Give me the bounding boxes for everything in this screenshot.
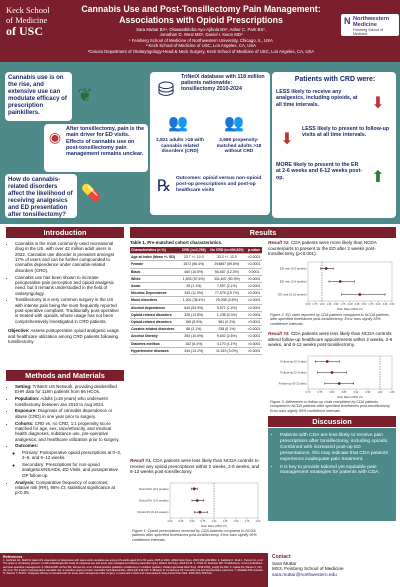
y-category-label: ED visit (2-6 weeks)	[279, 279, 307, 284]
table-cell: 33.2 +/- 12.0	[208, 254, 246, 261]
patient-group-icon-control: 👥	[224, 115, 244, 132]
northwestern-n-icon: N	[344, 16, 351, 26]
point-estimate	[358, 293, 361, 296]
table-row	[130, 283, 262, 290]
northwestern-logo	[341, 14, 399, 36]
table-cell: 77,575 (15.7%)	[208, 290, 246, 297]
table-cell: <0.0001	[247, 255, 261, 260]
cohort-table	[130, 247, 262, 355]
y-category-label: ED visit (6-12 weeks)	[278, 292, 307, 297]
table-cell: Opioid-related disorders	[130, 319, 180, 326]
result-3-label: Result #3.	[268, 331, 290, 336]
affiliation-3: ³Caruso Department of Otolaryngology-Head & Neck Surgery, Keck School of Medicine of USC, Los Angeles, CA, USA	[87, 48, 315, 54]
table-cell: 7,597 (2.1%)	[208, 283, 246, 290]
abstract-text-question: How do cannabis-related disorders affect the likelihood of receiving analgesics and ED presentation after tonsillectomy?	[8, 176, 73, 218]
methods-item-label: Cohorts:	[15, 420, 34, 426]
figure-1-caption: Figure 1. Opioid prescriptions received by CDA patients compared to NCDA patients after specified timeframes post-tonsillectomy. Error bars signify 95% confidence intervals.	[132, 529, 257, 542]
table-cell: 333 (11.9%)	[180, 290, 208, 297]
abstract-findings-title: Patients with CRD were:	[294, 76, 376, 83]
x-tick-label: 0.00	[167, 520, 173, 524]
contact-block	[268, 553, 400, 587]
table-cell: <0.0001	[247, 312, 261, 317]
intro-bullet: • Tonsillectomy is a very common surgery in the US with intense pain being the most frequently reported post-operative complaint. Traditionally post-operative is treated with opioids, whose usage has not been comprehensively investigated in CRD patients.	[15, 297, 122, 324]
abstract-text-trinetx: TriNetX database with 118 million patients nationwide: tonsillectomy 2010-2024	[181, 74, 265, 93]
table-cell: 1,001 (38.4%)	[180, 297, 208, 304]
table-cell: 88 (3.1%)	[180, 326, 208, 333]
result-1-text: CDA patients were less likely than NCDA controls to receive any opioid prescriptions within 2 weeks, 2-6 weeks, and 6-12 weeks post-tonsillectomy.	[130, 458, 260, 474]
intro-bullet: • Cannabis is the most commonly used recreational drug in the US, with over 42 million adult users in 2022. Cannabis use disorder is prevalent amongst 17% of users and can be further compounded to cannabis dependence under cannabis-related disorders (CRD).	[15, 241, 122, 273]
figure-1-forest-plot	[130, 480, 262, 528]
x-tick-label: 2.25	[354, 303, 360, 307]
contact-heading: Contact	[272, 554, 291, 560]
table-cell: Nicotine Dependence	[130, 290, 180, 297]
x-tick-label: 2.50	[361, 303, 367, 307]
table-cell: White	[130, 275, 180, 282]
x-tick-label: 0.85	[341, 391, 347, 395]
patient-group-icon-crd: 👥	[168, 115, 188, 132]
methods-item	[15, 443, 122, 478]
x-tick-label: 0.50	[189, 520, 195, 524]
table-cell: 23.7 +/- 10.0	[180, 254, 208, 261]
table-cell: 460 (16.5%)	[180, 268, 208, 275]
point-estimate	[199, 511, 202, 514]
table-cell: 1572 (56.4%)	[180, 261, 208, 268]
logo-line: of USC	[6, 24, 44, 38]
table-cell: 28 (1.1%)	[180, 283, 208, 290]
title-line-1: Cannabis Use and Post-Tonsillectomy Pain Management:	[81, 4, 321, 14]
table-row	[130, 275, 262, 282]
discussion-bullet: • Patients with CDA are less likely to receive pain prescriptions after tonsillectomy, including opioids. Combined with increased post-op ED presentations, this may indicate that CDA patients experience inadequate pain treatment.	[280, 433, 391, 463]
x-tick-label: 1.50	[233, 520, 239, 524]
table-cell: <0.0001	[247, 284, 261, 289]
x-axis-label: Risk Ratio (95% CI)	[337, 395, 363, 399]
methods-body	[8, 384, 122, 497]
affiliation-1: ¹ Feinberg School of Medicine of Northwestern University, Chicago, IL, USA	[129, 37, 273, 43]
figure-2-forest-plot	[268, 259, 396, 311]
logo-line: Keck School	[6, 5, 50, 15]
x-tick-label: 2.00	[255, 520, 261, 524]
table-cell: <0.0001	[247, 298, 261, 303]
x-tick-label: 1.25	[222, 520, 228, 524]
table-cell: <0.0001	[247, 341, 261, 346]
x-tick-label: 0.25	[178, 520, 184, 524]
table-cell: <0.0001	[247, 262, 261, 267]
authors-line-2: Jonathan D. West MD³, Daniel I. Kwon MD³	[159, 32, 243, 38]
table-cell: <0.0001	[247, 276, 261, 281]
abstract-text-crd-count: 2,821 adults >18 with cannabis related disorders (CRD)	[156, 138, 204, 155]
table-cell: 4,170 (1.1%)	[208, 340, 246, 347]
author-block	[62, 27, 340, 54]
x-tick-label: 1.50	[333, 303, 339, 307]
table-row	[130, 297, 262, 304]
y-category-label: Follow-up (0-2 wks)	[280, 359, 307, 364]
discussion-bullet: • It is key to provide tailored yet equitable pain management strategies for patients with CDA.	[280, 465, 391, 477]
methods-item-text: Adults (≥18 years) who underwent tonsillectomy between Jan 2010 to Aug 2024.	[15, 396, 108, 407]
x-tick-label: 0.70	[305, 391, 311, 395]
methods-item-text: Comparative frequency of outcomes; relative risk (RR), 95% CI; statistical significance at p<0.05.	[15, 479, 116, 496]
table-cell: Hypertensive diseases	[130, 347, 180, 354]
logo-line: of Medicine	[6, 14, 48, 25]
table-row	[130, 326, 262, 333]
title-line-2: Associations with Opioid Prescriptions	[119, 14, 283, 25]
table-cell: 283 (10.6%)	[180, 333, 208, 340]
visual-abstract	[0, 62, 400, 224]
table-cell: 9,602 (2.6%)	[208, 333, 246, 340]
poster-title	[62, 4, 340, 25]
result-2	[268, 240, 396, 257]
throat-icon: ◉	[48, 128, 62, 145]
table-cell: 331,647 (60.3%)	[208, 275, 246, 282]
methods-item-text: CRD vs. no CRD; 1:1 propensity score matched for age, sex, race/ethnicity, and medical health diagnoses, substance use, pre-operative analgesics, and healthcare utilization prior to surgery.	[15, 420, 120, 442]
x-tick-label: 2.00	[347, 303, 353, 307]
table-cell: 162 (6.4%)	[180, 340, 208, 347]
x-axis-label: Risk Ratio (95% CI)	[201, 524, 227, 528]
references-text: 1. Gorfinkel LR, Stohl M, Hasin DS. Association of depression with past-month cannabis use among US adults aged 20 to 59 years, 2005 to 2016. JAMA Netw Open. 2020;3(8):e2013802. 2. Salottolo K, Peck L, Tanner li A, et al. The grass is not always greener: a multi-institutional pilot study of marijuana use and acute pain management following traumatic injury. Patient Saf Surg. 2018;12:16. 3. Chiao W, Seidman MD. Tonsillectomy: current indications and post-operative management. 4. Mitchell RB, Archer SM, Ishman SL, et al. Clinical practice guideline: tonsillectomy in children (update). Otolaryngol Head Neck Surg. 2019;160(1_suppl):S1-S42. 5. Ladha KS, Manoo V, Virji AF, et al. The impact of perioperative cannabis use: a narrative scoping review. Cannabis Cannabinoid Res. 2019;4(4):219-230. 6. Bhasker D, Kovacheva VP. Cannabis use and perioperative outcomes. 7. Abdallah FW, Hussain N, Weaver T, Brull R. Analgesic efficacy of cannabinoids for acute pain management after surgery: a systematic review and meta-analysis. Reg Anesth Pain Med. 2020;45(7):509-519.	[3, 559, 264, 575]
table-cell: Alcohol dependence	[130, 304, 180, 311]
table-title: Table 1. Pre-matched cohort characteristics.	[130, 240, 223, 245]
table-row	[130, 254, 262, 261]
prescription-icon: ℞	[156, 178, 172, 195]
table-cell: Opioid-related disorders	[130, 311, 180, 318]
point-estimate	[325, 267, 328, 270]
affiliation-2: ² Keck School of Medicine of USC, Los Angeles, CA, USA	[145, 43, 257, 49]
point-estimate	[331, 371, 334, 374]
table-row	[130, 261, 262, 268]
table-cell: 238 (0.1%)	[208, 326, 246, 333]
result-3	[268, 331, 396, 348]
table-1	[130, 240, 262, 355]
y-category-label: Opioid Rx (2-6 weeks)	[138, 498, 169, 503]
y-category-label: Opioid Rx (0-2 weeks)	[138, 486, 169, 491]
abstract-finding-followup: LESS likely to present to follow-up visits at all time intervals.	[302, 126, 390, 139]
table-cell: <0.0001	[247, 320, 261, 325]
methods-item	[15, 384, 122, 395]
table-row	[130, 340, 262, 347]
table-cell: <0.0001	[247, 291, 261, 296]
table-row	[130, 347, 262, 354]
figure-2-caption: Figure 2. ED visits reported by CDA patients compared to NCDA patients after specified timeframes post-tonsillectomy. Error bars signify 95% confidence intervals.	[270, 313, 390, 326]
table-cell: Female	[130, 261, 180, 268]
x-tick-label: 1.75	[340, 303, 346, 307]
figure-3-forest-plot	[268, 353, 396, 399]
table-row	[130, 304, 262, 311]
table-cell: <0.0001	[247, 327, 261, 332]
table-cell: <0.0001	[247, 348, 261, 353]
y-category-label: ED visit (0-2 weeks)	[279, 266, 307, 271]
x-tick-label: 0.75	[312, 303, 318, 307]
objective-label: Objective:	[8, 328, 30, 334]
outcome-primary: ◦ Primary: Postoperative opioid prescriptions at 0–2, 2–6, and 6–12 weeks.	[22, 450, 122, 461]
x-tick-label: 0.75	[200, 520, 206, 524]
table-row	[130, 333, 262, 340]
result-2-text: CDA patients were more likely than NCDA counterparts to present to the ED after 2 weeks post-tonsillectomy (p<0.001).	[268, 240, 377, 256]
introduction-body	[8, 241, 122, 344]
table-cell: <0.0001	[247, 334, 261, 339]
table-cell: Age at Index (Mean +/- SD)	[130, 254, 180, 261]
references-heading: References	[3, 555, 23, 559]
methods-item-label: Setting:	[15, 384, 32, 389]
result-2-label: Result #2.	[268, 240, 290, 245]
point-estimate	[339, 280, 342, 283]
table-cell: 326 (13.8%)	[180, 311, 208, 318]
table-cell: 155 (5.9%)	[180, 319, 208, 326]
table-row	[130, 311, 262, 318]
header-banner	[0, 0, 400, 62]
x-tick-label: 1.05	[389, 391, 395, 395]
discussion-body	[268, 428, 396, 521]
x-tick-label: 0.50	[305, 303, 311, 307]
table-cell: 5,572 (1.4%)	[208, 304, 246, 311]
table-cell: 344 (13.2%)	[180, 347, 208, 354]
introduction-heading: Introduction	[6, 227, 124, 238]
table-header-cell: Characteristics (n %)	[130, 247, 180, 254]
x-tick-label: 1.25	[326, 303, 332, 307]
result-1	[130, 458, 262, 475]
table-cell: Alcohol Obesity	[130, 333, 180, 340]
x-tick-label: 1.00	[319, 303, 325, 307]
table-row	[130, 268, 262, 275]
point-estimate	[338, 382, 341, 385]
database-icon: ⛁	[157, 78, 175, 101]
down-arrow-icon: ⬇	[371, 95, 385, 112]
intro-bullet: • Cannabis use has been shown to increase perioperative pain perception and opioid analgesic need, but it remains understudied in the field of otolaryngology.	[15, 275, 122, 296]
abstract-text-tonsillectomy: After tonsillectomy, pain is the main driver for ED visits. Effects of cannabis use on post-tonsillectomy pain management remains unclear.	[66, 126, 145, 158]
x-tick-label: 0.90	[353, 391, 359, 395]
contact-email[interactable]: sara.muttar@northwestern.edu	[272, 571, 337, 577]
abstract-text-outcomes: Outcomes: opioid versus non-opioid post-op prescriptions and post-op healthcare visits	[176, 176, 262, 193]
discussion-heading: Discussion	[268, 416, 396, 427]
logo-right-name: Northwestern Medicine	[353, 16, 390, 29]
methods-item-text: Diagnosis of cannabis dependence or abuse (CRD) in one year prior to surgery.	[15, 408, 113, 419]
references	[0, 553, 268, 587]
table-cell: 1,605 (57.6%)	[180, 275, 208, 282]
methods-item-label: Outcomes:	[15, 443, 39, 449]
abstract-finding-er: MORE likely to present to the ER at 2-6 weeks and 6-12 weeks post-op.	[276, 162, 362, 181]
table-cell: 294867 (59.6%)	[208, 261, 246, 268]
objective-text: Assess postoperative opioid analgesic usage and healthcare utilization among CRD patients following tonsillectomy.	[8, 328, 120, 344]
pill-bottle-icon: 💊	[81, 185, 101, 202]
methods-item	[15, 421, 122, 442]
x-tick-label: 0.95	[365, 391, 371, 395]
x-axis-label: Risk Ratio (95% CI)	[337, 307, 363, 311]
y-category-label: Follow-up (6-12 wks)	[278, 381, 307, 386]
x-tick-label: 1.00	[377, 391, 383, 395]
logo-right-sub: Feinberg School of Medicine	[353, 28, 384, 37]
x-tick-label: 3.00	[375, 303, 381, 307]
x-tick-label: 0.75	[317, 391, 323, 395]
contact-name: Sara Muttar	[272, 560, 297, 566]
methods-item-text: TriNetX US Network, providing deidentified EHR data for 118m patients from 66 HCOs.	[15, 384, 117, 395]
x-tick-label: 3.50	[389, 303, 395, 307]
table-cell: 644 (53.9%)	[180, 304, 208, 311]
abstract-text-cannabis-rise: Cannabis use is on the rise, and extensive use can modulate efficacy of prescription painkillers.	[8, 74, 67, 116]
table-cell: Black	[130, 268, 180, 275]
abstract-finding-analgesics: LESS likely to receive any analgesics, including opioids, at all time intervals.	[276, 89, 358, 108]
down-arrow-icon: ⬇	[280, 131, 294, 148]
point-estimate	[193, 487, 196, 490]
methods-item-label: Analysis:	[15, 479, 35, 485]
results-heading: Results	[130, 227, 396, 238]
authors-line-1: Sara Muttar BA¹, Oluwatobiloba Ayo-Ajibola BS², Asher C. Park BS²,	[136, 27, 266, 32]
result-1-label: Result #1.	[130, 458, 152, 463]
point-estimate	[196, 499, 199, 502]
point-estimate	[326, 360, 329, 363]
x-tick-label: 2.75	[368, 303, 374, 307]
figure-3-caption: Figure 3. Adherence to follow-up visits completed by CDA patients compared to NCDA patients after specified timeframes post-tonsillectomy. Error bars signify 95% confidence intervals.	[270, 400, 391, 413]
cannabis-leaf-icon: ❦	[77, 84, 93, 105]
up-arrow-icon: ⬆	[371, 169, 385, 186]
table-cell: 56,687 (12.3%)	[208, 268, 246, 275]
table-cell: 0.0001	[246, 268, 262, 275]
abstract-text-control-count: 2,695 propensity-matched adults >18 without CRD	[216, 138, 262, 155]
methods-heading: Methods and Materials	[6, 370, 124, 381]
objective	[8, 328, 122, 344]
usc-logo	[6, 6, 60, 38]
x-tick-label: 0.80	[329, 391, 335, 395]
methods-item	[15, 396, 122, 407]
x-tick-label: 1.00	[211, 520, 217, 524]
methods-item-label: Population:	[15, 396, 40, 402]
table-header-cell: No CRD (n=494,520)	[208, 247, 246, 254]
methods-item	[15, 480, 122, 496]
y-category-label: Follow-up (2-6 wks)	[280, 370, 307, 375]
contact-org: MS3, Feinberg School of Medicine	[272, 566, 344, 572]
table-cell: Cocaine-related disorders	[130, 326, 180, 333]
methods-item	[15, 408, 122, 419]
table-cell: <0.0001	[247, 305, 261, 310]
table-cell: Mood disorders	[130, 297, 180, 304]
x-tick-label: 1.75	[244, 520, 250, 524]
table-body	[130, 254, 262, 355]
table-cell: 581 (0.2%)	[208, 319, 246, 326]
table-header-cell: CRD (n=2,789)	[180, 247, 208, 254]
y-category-label: Opioid Rx (6-12 weeks)	[137, 510, 169, 515]
x-tick-label: 3.25	[382, 303, 388, 307]
table-row	[130, 290, 262, 297]
table-header-row	[130, 247, 262, 254]
table-cell: Diabetes mellitus	[130, 340, 180, 347]
table-header-cell: p-value	[247, 248, 261, 252]
table-cell: 25,008 (3.5%)	[208, 297, 246, 304]
result-3-text: CDA patients were less likely than NCDA controls attend follow-up healthcare appointments within 2 weeks, 2-6 weeks, and 6-12 weeks post-tonsillectomy.	[268, 331, 393, 347]
table-cell: 11,519 (3.0%)	[208, 347, 246, 354]
table-cell: 1,238 (0.3%)	[208, 311, 246, 318]
methods-item-label: Exposure:	[15, 408, 37, 414]
table-row	[130, 319, 262, 326]
outcome-secondary: ◦ Secondary: Prescriptions for non-opioid analgesics/NSAIDs, ED Visits, and postoperative OP follow-up.	[22, 462, 122, 478]
table-cell: Asian	[130, 283, 180, 290]
